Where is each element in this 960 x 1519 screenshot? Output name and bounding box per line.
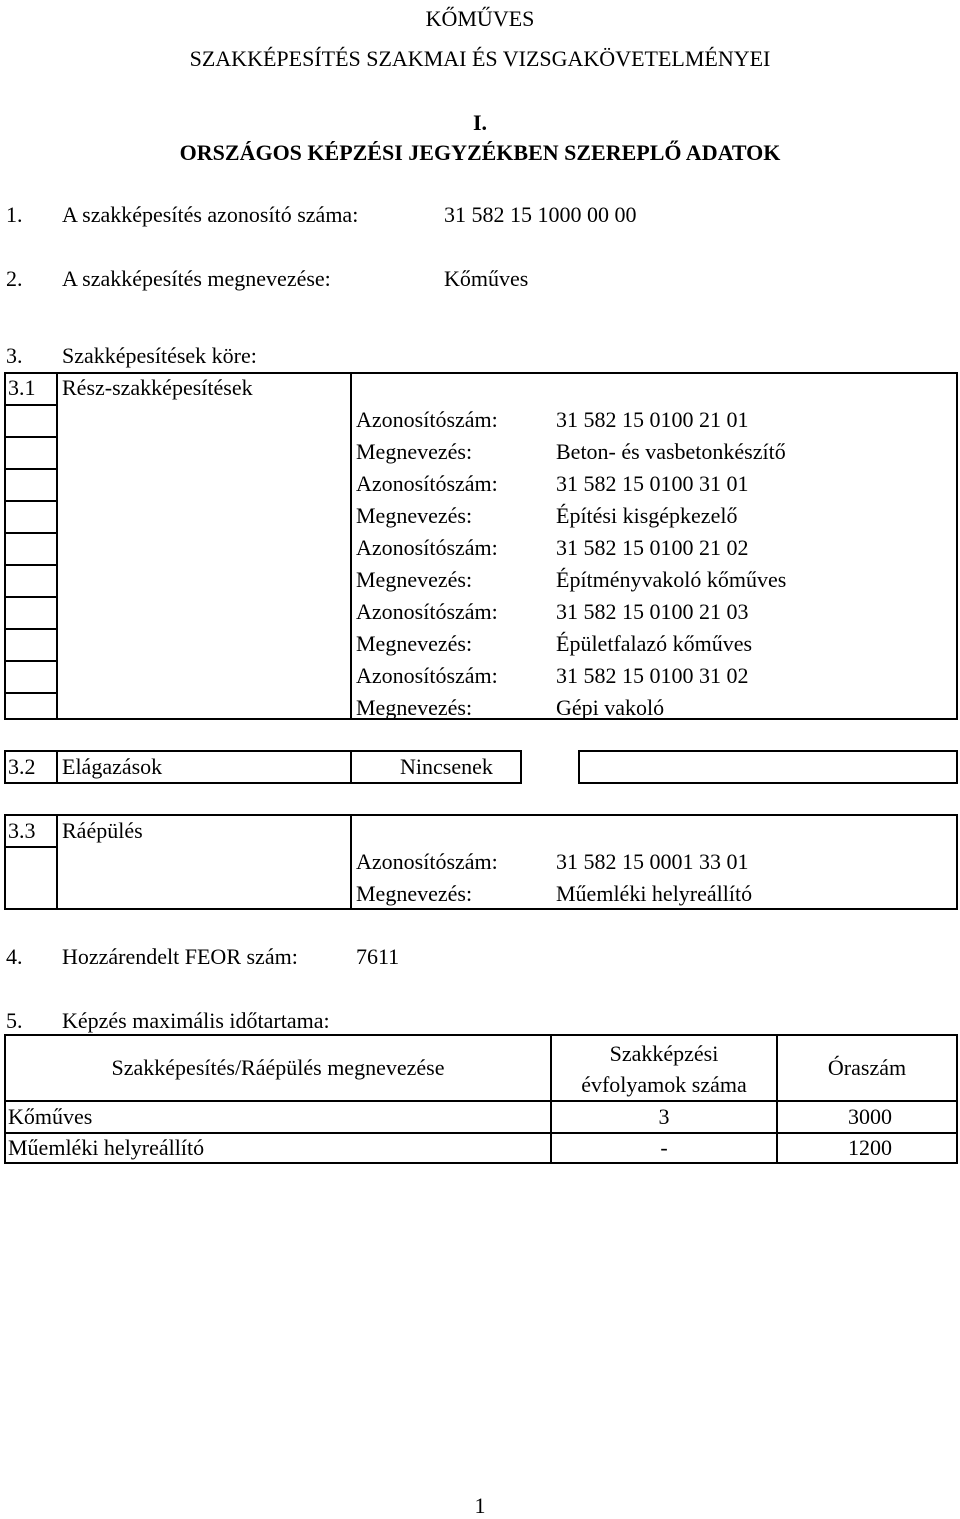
duration-row-hours: 1200 — [848, 1135, 892, 1160]
duration-header-years-line1: Szakképzési — [609, 1041, 719, 1066]
item-2-label: A szakképesítés megnevezése: — [62, 266, 331, 291]
section-title: ORSZÁGOS KÉPZÉSI JEGYZÉKBEN SZEREPLŐ ADATOK — [179, 140, 781, 165]
item-2-number: 2. — [6, 266, 23, 291]
item-4-number: 4. — [6, 944, 23, 969]
partial-row-label: Megnevezés: — [356, 631, 473, 656]
partial-row-value: Gépi vakoló — [556, 695, 665, 720]
partial-row-label: Azonosítószám: — [356, 599, 498, 624]
section-number: I. — [472, 110, 488, 135]
extension-row-label: Megnevezés: — [356, 881, 473, 906]
item-4-label: Hozzárendelt FEOR szám: — [62, 944, 298, 969]
item-1-value: 31 582 15 1000 00 00 — [444, 202, 637, 227]
duration-row-years: 3 — [658, 1104, 670, 1129]
duration-row-years: - — [660, 1135, 668, 1160]
partial-row-label: Azonosítószám: — [356, 471, 498, 496]
duration-header-years-line2: évfolyamok száma — [581, 1072, 747, 1097]
extension-row-label: Azonosítószám: — [356, 849, 498, 874]
item-5-label: Képzés maximális időtartama: — [62, 1008, 330, 1033]
item-3-label: Szakképesítések köre: — [62, 343, 257, 368]
extension-number: 3.3 — [8, 818, 36, 843]
partial-title: Rész-szakképesítések — [62, 375, 253, 400]
extension-title: Ráépülés — [62, 818, 143, 843]
partial-row-value: Épületfalazó kőműves — [556, 631, 753, 656]
partial-row-value: 31 582 15 0100 31 01 — [556, 471, 749, 496]
partial-row-label: Azonosítószám: — [356, 407, 498, 432]
item-2-value: Kőműves — [444, 266, 529, 291]
partial-row-label: Megnevezés: — [356, 439, 473, 464]
partial-row-value: Építési kisgépkezelő — [556, 503, 738, 528]
partial-row-label: Azonosítószám: — [356, 535, 498, 560]
document-title-line1: KŐMŰVES — [425, 6, 535, 31]
partial-row-label: Megnevezés: — [356, 503, 473, 528]
extension-row-value: Műemléki helyreállító — [556, 881, 753, 906]
duration-row-hours: 3000 — [848, 1104, 892, 1129]
feor-value: 7611 — [356, 944, 400, 969]
extension-row-value: 31 582 15 0001 33 01 — [556, 849, 749, 874]
item-5-number: 5. — [6, 1008, 23, 1033]
partial-row-value: 31 582 15 0100 31 02 — [556, 663, 749, 688]
partial-number: 3.1 — [8, 375, 36, 400]
branches-number: 3.2 — [8, 754, 36, 779]
partial-row-value: Beton- és vasbetonkészítő — [556, 439, 786, 464]
duration-header-name: Szakképesítés/Ráépülés megnevezése — [111, 1055, 445, 1080]
item-1-number: 1. — [6, 202, 23, 227]
partial-row-value: 31 582 15 0100 21 03 — [556, 599, 749, 624]
partial-row-label: Megnevezés: — [356, 695, 473, 720]
duration-header-hours: Óraszám — [827, 1055, 907, 1080]
partial-row-value: 31 582 15 0100 21 01 — [556, 407, 749, 432]
item-3-number: 3. — [6, 343, 23, 368]
branches-label: Elágazások — [62, 754, 163, 779]
document-title-line2: SZAKKÉPESÍTÉS SZAKMAI ÉS VIZSGAKÖVETELMÉNYEI — [189, 46, 771, 71]
page-number: 1 — [474, 1493, 486, 1518]
partial-row-label: Megnevezés: — [356, 567, 473, 592]
duration-row-name: Műemléki helyreállító — [8, 1135, 205, 1160]
partial-row-label: Azonosítószám: — [356, 663, 498, 688]
partial-row-value: 31 582 15 0100 21 02 — [556, 535, 749, 560]
partial-row-value: Építményvakoló kőműves — [556, 567, 787, 592]
duration-row-name: Kőműves — [8, 1104, 93, 1129]
branches-value: Nincsenek — [400, 754, 493, 779]
item-1-label: A szakképesítés azonosító száma: — [62, 202, 359, 227]
